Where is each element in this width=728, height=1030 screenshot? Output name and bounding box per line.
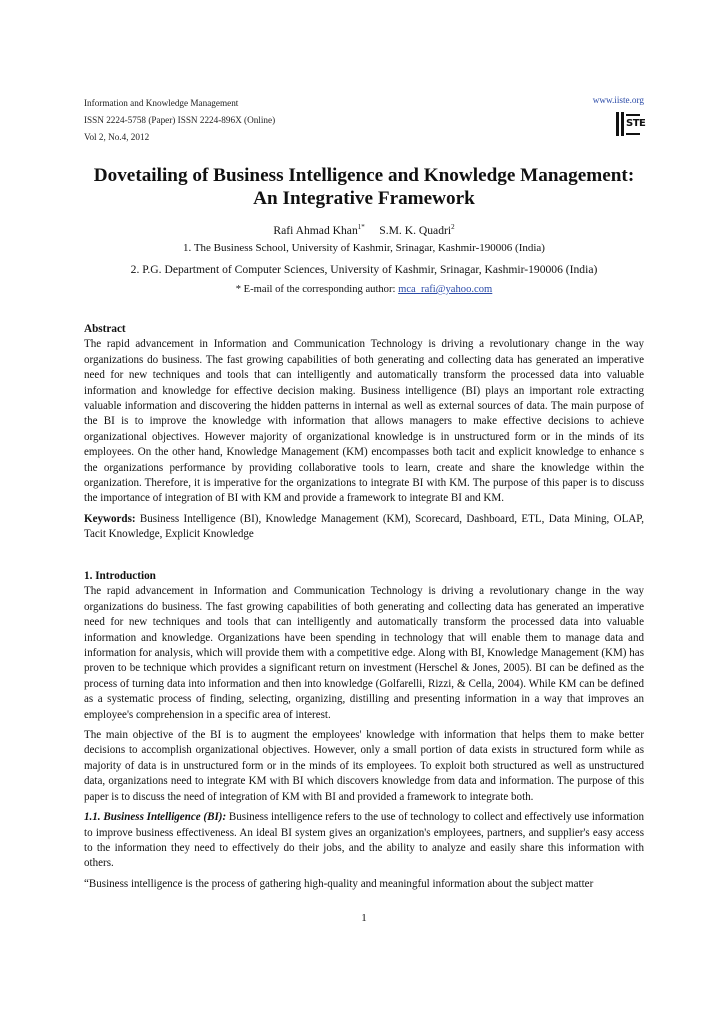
bi-quote-paragraph: “Business intelligence is the process of gathering high-quality and meaningful information about the subject matter [84, 877, 594, 890]
abstract-text: The rapid advancement in Information and Communication Technology is driving a revolutionary change in the way organizations do business. The fast growing capabilities of both generating and collecting data has generated an imperative need for new techniques and tools that can intelligently and automatically transform the processed data into valuable information and knowledge for effective decision making. Business intelligence (BI) plays an important role extracting valuable information and discovering the hidden patterns in internal as well as external sources of data. The main purpose of the BI is to improve the knowledge with information that allows managers to make effective decisions to achieve organizational objectives. However majority of organizational knowledge is in unstructured form or in the minds of its employees. On the other hand, Knowledge Management (KM) encompasses both tacit and explicit knowledge to enhance s the organizations performance by providing collaborative tools to learn, create and share the knowledge within the organization. Therefore, it is imperative for the organizations to integrate BI with KM. The purpose of this paper is to discuss the importance of integration of BI with KM and provide a framework to integrate BI and KM. [84, 338, 644, 505]
journal-header [84, 95, 644, 146]
abstract-section [84, 322, 644, 543]
journal-url-link[interactable]: www.iiste.org [592, 95, 644, 105]
email-prefix: * E-mail of the corresponding author: [235, 284, 399, 295]
iiste-logo [615, 112, 646, 136]
title-line-2: An Integrative Framework [253, 188, 475, 209]
keywords-text: Business Intelligence (BI), Knowledge Management (KM), Scorecard, Dashboard, ETL, Data Mining, OLAP, Tacit Knowledge, Explicit Knowledge [84, 512, 644, 541]
abstract-heading: Abstract [84, 323, 126, 335]
bi-paragraph: Business intelligence refers to the use of technology to collect and effectively use information to improve business effectiveness. An ideal BI system gives an organization's employees, partners, and supplier's easy access to the information they need to effectively do their jobs, and the ability to analyze and easily share this information with others. [84, 811, 644, 870]
corresponding-email [84, 284, 644, 295]
journal-name: Information and Knowledge Management [84, 98, 239, 108]
keywords-label: Keywords: [84, 512, 136, 525]
email-link[interactable]: mca_rafi@yahoo.com [398, 284, 493, 295]
author-2-sup: 2 [451, 223, 455, 231]
affiliation-2: 2. P.G. Department of Computer Sciences, University of Kashmir, Srinagar, Kashmir-190006 (India) [130, 263, 598, 276]
author-1-sup: 1* [357, 223, 365, 231]
bi-subsection [84, 810, 644, 872]
intro-heading: 1. Introduction [84, 570, 156, 582]
bi-subheading: 1.1. Business Intelligence (BI): [84, 811, 227, 824]
journal-volume: Vol 2, No.4, 2012 [84, 132, 150, 142]
introduction-section [84, 569, 644, 892]
keywords [84, 512, 644, 543]
journal-issn: ISSN 2224-5758 (Paper) ISSN 2224-896X (Online) [84, 115, 276, 125]
logo-text-icon: STE [626, 118, 646, 129]
title-line-1: Dovetailing of Business Intelligence and Knowledge Management: [93, 165, 635, 186]
author-1: Rafi Ahmad Khan [273, 223, 358, 237]
page-number: 1 [361, 912, 367, 924]
intro-paragraph-1: The rapid advancement in Information and Communication Technology is driving a revolutionary change in the way organizations do business. The fast growing capabilities of both generating and collecting data has generated an imperative need for new techniques and tools that can intelligently and automatically transform the processed data into valuable information and knowledge. Organizations have been spending in technology that will enable them to manage data and information for analysis, which will provide them with a competitive edge. Along with BI, Knowledge Management (KM) has proven to be technique which provides a significant return on investment (Herschel & Jones, 2005). BI can be defined as the process of turning data into information and then into knowledge (Golfarelli, Rizzi, & Cella, 2004). While KM can be defined as a systematic process of finding, selecting, organizing, distilling and presenting information in a way that improves an employee's comprehension in a specific area of interest. [84, 585, 644, 721]
affiliation-1: 1. The Business School, University of Kashmir, Srinagar, Kashmir-190006 (India) [183, 242, 545, 254]
author-list [84, 223, 644, 237]
intro-paragraph-2: The main objective of the BI is to augment the employees' knowledge with information that helps them to make better decisions to accomplish organizational objectives. However, only a small portion of data exists in structured form while as majority of data is in unstructured form or in the minds of its employees. To exploit both structured as well as unstructured data, organizations need to integrate KM with BI which discovers knowledge from data and information. The purpose of this paper is to discuss the need of integration of KM with BI and provided a framework to integrate both. [84, 729, 644, 803]
paper-title [84, 164, 644, 210]
author-2: S.M. K. Quadri [379, 223, 452, 237]
